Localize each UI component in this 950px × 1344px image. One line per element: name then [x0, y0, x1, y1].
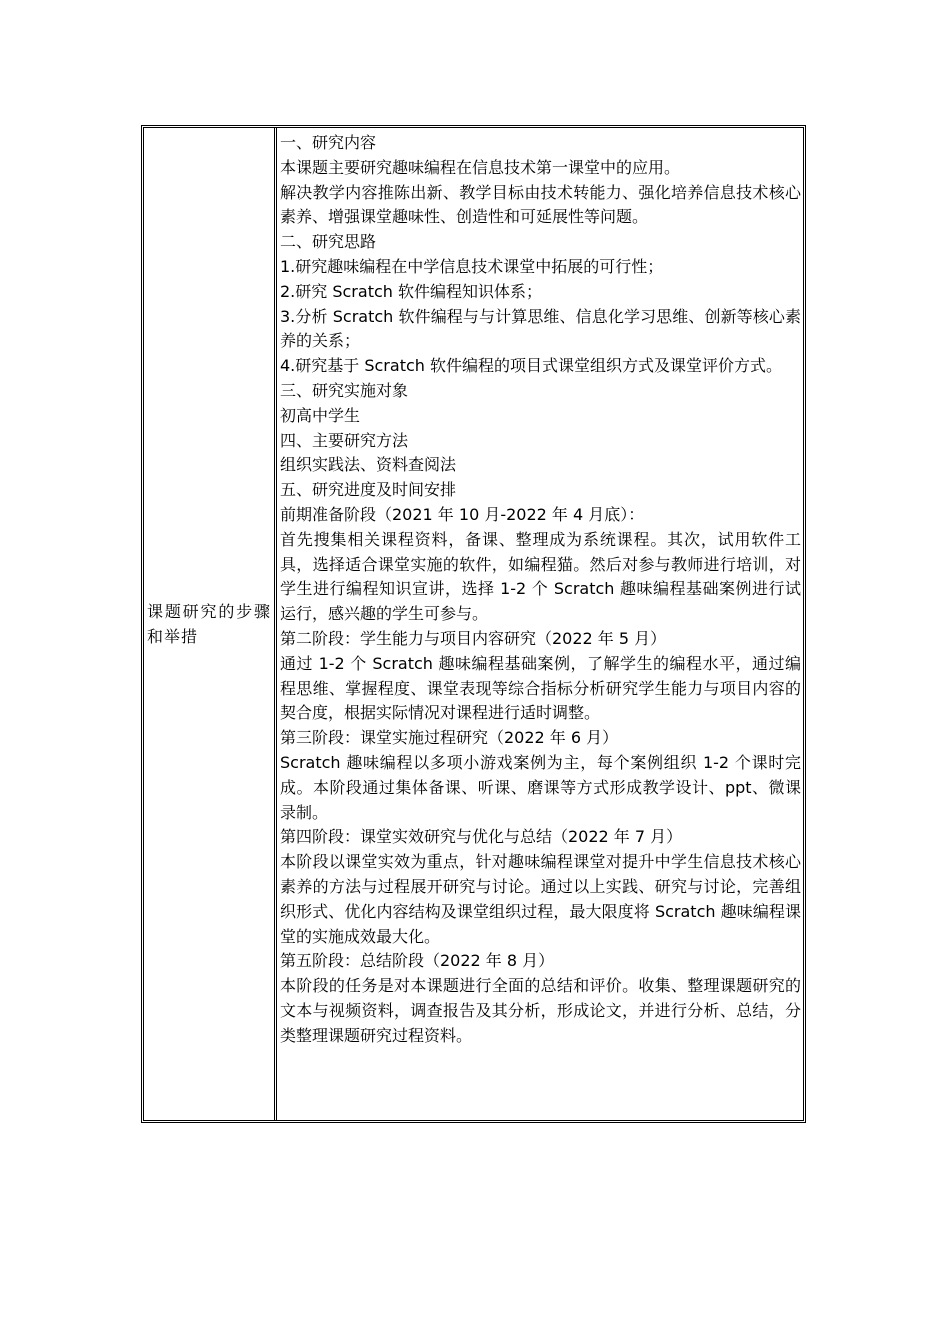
section-heading: 三、研究实施对象	[280, 380, 409, 400]
list-item: 4.研究基于 Scratch 软件编程的项目式课堂组织方式及课堂评价方式。	[280, 356, 782, 376]
row-label-cell	[144, 128, 277, 1120]
stage-heading: 前期准备阶段（2021 年 10 月-2022 年 4 月底）：	[280, 504, 645, 524]
list-item: 2.研究 Scratch 软件编程知识体系；	[280, 281, 542, 301]
stage-heading: 第三阶段：课堂实施过程研究（2022 年 6 月）	[280, 728, 619, 748]
section-heading: 四、主要研究方法	[280, 430, 409, 450]
research-table	[141, 125, 806, 1123]
paragraph: 初高中学生	[280, 405, 361, 425]
paragraph: 通过 1-2 个 Scratch 趣味编程基础案例，了解学生的编程水平，通过编程思维、掌握程度、课堂表现等综合指标分析研究学生能力与项目内容的契合度，根据实际情况对课程进行适时调整。	[280, 653, 801, 723]
section-heading: 二、研究思路	[280, 232, 377, 252]
list-item: 1.研究趣味编程在中学信息技术课堂中拓展的可行性；	[280, 256, 664, 276]
stage-heading: 第四阶段：课堂实效研究与优化与总结（2022 年 7 月）	[280, 827, 683, 847]
stage-heading: 第二阶段：学生能力与项目内容研究（2022 年 5 月）	[280, 628, 667, 648]
paragraph: 本阶段以课堂实效为重点，针对趣味编程课堂对提升中学生信息技术核心素养的方法与过程展开研究与讨论。通过以上实践、研究与讨论，完善组织形式、优化内容结构及课堂组织过程，最大限度将 Scratch 趣味编程课堂的实施成效最大化。	[280, 852, 801, 946]
content-cell	[277, 128, 803, 1120]
paragraph: 本课题主要研究趣味编程在信息技术第一课堂中的应用。	[280, 157, 681, 177]
list-item: 3.分析 Scratch 软件编程与与计算思维、信息化学习思维、创新等核心素养的关系；	[280, 306, 801, 351]
paragraph: 首先搜集相关课程资料，备课、整理成为系统课程。其次，试用软件工具，选择适合课堂实施的软件，如编程猫。然后对参与教师进行培训，对学生进行编程知识宣讲，选择 1-2 个 Scratch 趣味编程基础案例进行试运行，感兴趣的学生可参与。	[280, 529, 801, 624]
paragraph: Scratch 趣味编程以多项小游戏案例为主，每个案例组织 1-2 个课时完成。本阶段通过集体备课、听课、磨课等方式形成教学设计、ppt、微课录制。	[280, 752, 801, 822]
section-heading: 一、研究内容	[280, 133, 377, 152]
stage-heading: 第五阶段：总结阶段（2022 年 8 月）	[280, 951, 555, 971]
row-label: 课题研究的步骤和举措	[147, 602, 271, 646]
section-heading: 五、研究进度及时间安排	[280, 480, 457, 500]
paragraph: 解决教学内容推陈出新、教学目标由技术转能力、强化培养信息技术核心素养、增强课堂趣味性、创造性和可延展性等问题。	[280, 182, 801, 227]
paragraph: 组织实践法、资料查阅法	[280, 455, 457, 475]
paragraph: 本阶段的任务是对本课题进行全面的总结和评价。收集、整理课题研究的文本与视频资料，调查报告及其分析，形成论文，并进行分析、总结，分类整理课题研究过程资料。	[280, 976, 801, 1045]
